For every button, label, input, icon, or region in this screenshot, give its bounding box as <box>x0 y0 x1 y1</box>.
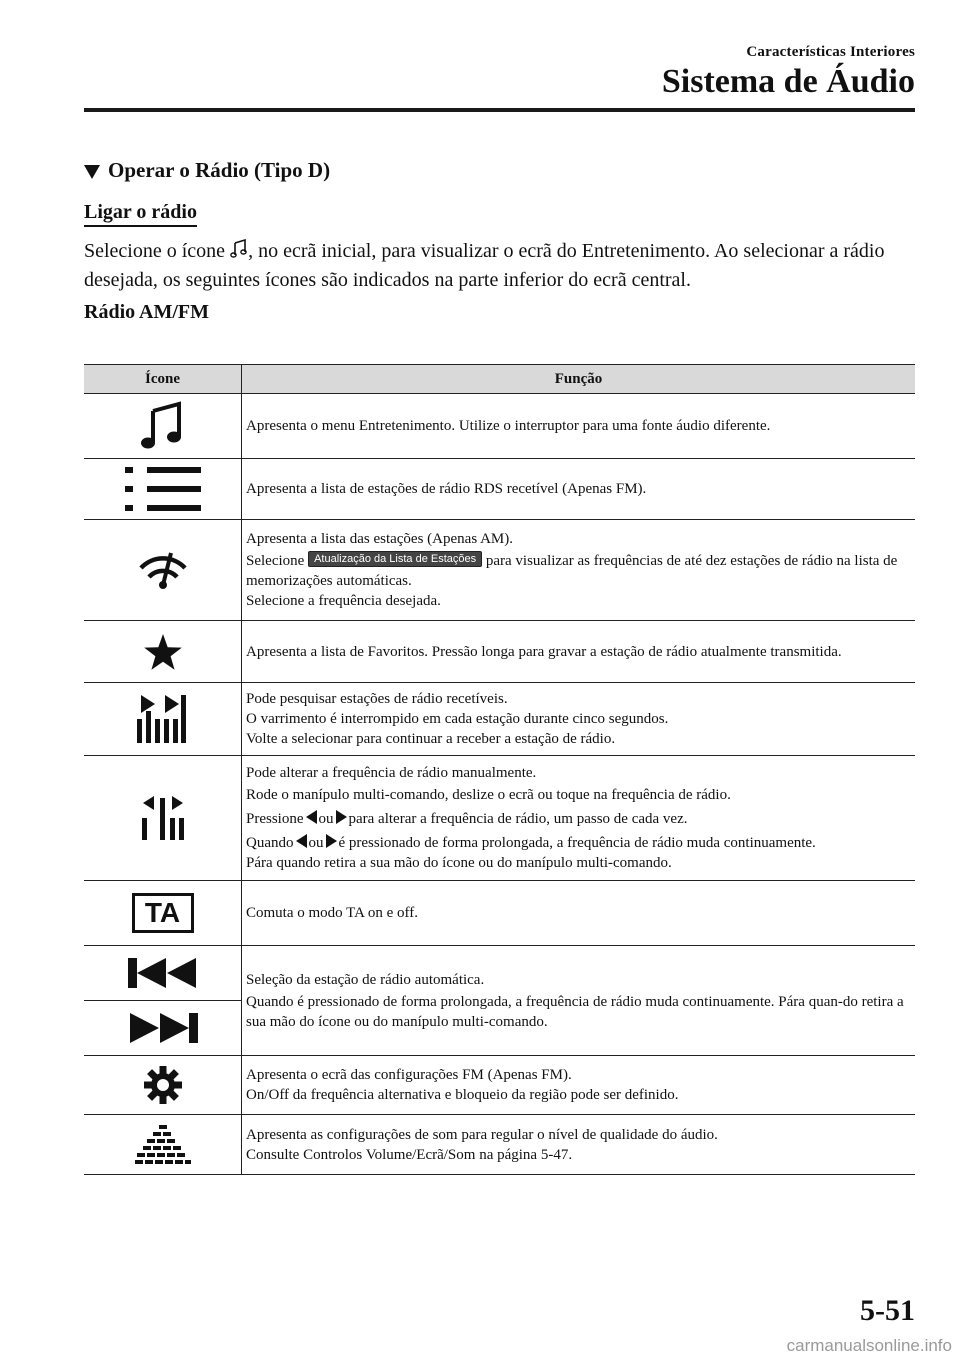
table-heading: Rádio AM/FM <box>84 301 209 323</box>
function-text: On/Off da frequência alternativa e bloqueio da região pode ser definido. <box>246 1087 679 1103</box>
table-row <box>84 946 915 1056</box>
table-row <box>84 520 915 621</box>
list-icon <box>123 465 203 513</box>
function-text: é pressionado de forma prolongada, a frequência de rádio muda continuamente. <box>338 835 816 851</box>
scan-icon <box>133 693 193 745</box>
intro-text-before: Selecione o ícone <box>84 240 226 262</box>
table-row <box>84 394 915 459</box>
column-header-icon: Ícone <box>84 365 242 394</box>
function-text: ou <box>308 835 324 851</box>
function-text: Apresenta a lista das estações (Apenas AM). <box>246 531 513 547</box>
function-text: Quando <box>246 835 294 851</box>
function-text: Consulte Controlos Volume/Ecrã/Som na página 5-47. <box>246 1146 573 1163</box>
tune-icon <box>138 794 188 842</box>
icon-cell <box>84 459 242 520</box>
seek-icons <box>84 946 241 1055</box>
table-row <box>84 1056 915 1115</box>
function-text: Apresenta a lista de Favoritos. Pressão longa para gravar a estação de rádio atualmente transmitida. <box>246 643 842 660</box>
function-cell <box>242 520 916 621</box>
triangle-left-icon <box>296 834 307 848</box>
watermark: carmanualsonline.info <box>786 1336 952 1355</box>
icon-cell <box>84 520 242 621</box>
section-heading-text: Operar o Rádio (Tipo D) <box>108 158 331 182</box>
icon-cell <box>84 946 242 1056</box>
table-row <box>84 1115 915 1175</box>
function-text: Apresenta as configurações de som para regular o nível de qualidade do áudio. <box>246 1126 718 1143</box>
function-text <box>246 809 907 829</box>
section-heading <box>84 158 915 183</box>
function-cell <box>242 683 916 756</box>
function-cell <box>242 1056 916 1115</box>
function-text: ou <box>318 811 334 827</box>
function-text: para alterar a frequência de rádio, um passo de cada vez. <box>348 811 688 827</box>
music-note-icon <box>230 239 248 259</box>
function-text: Pode alterar a frequência de rádio manualmente. <box>246 765 537 781</box>
table-row <box>84 881 915 946</box>
function-text: Volte a selecionar para continuar a receber a estação de rádio. <box>246 731 616 747</box>
function-text: Apresenta a lista de estações de rádio RDS recetível (Apenas FM). <box>246 481 647 497</box>
antenna-icon <box>135 548 191 592</box>
function-text: Pode pesquisar estações de rádio recetíveis. <box>246 691 508 707</box>
function-cell <box>242 394 916 459</box>
icon-cell <box>84 1056 242 1115</box>
function-text: Seleção da estação de rádio automática. <box>246 971 485 988</box>
ta-icon-label: TA <box>144 897 181 928</box>
skip-back-icon <box>126 956 200 990</box>
function-text: Comuta o modo TA on e off. <box>246 905 418 921</box>
triangle-down-icon <box>84 165 100 179</box>
music-note-icon <box>139 401 187 451</box>
function-text: Pressione <box>246 811 304 827</box>
star-icon <box>143 633 183 671</box>
function-text: Selecione <box>246 553 305 569</box>
function-cell <box>242 756 916 881</box>
icon-cell <box>84 683 242 756</box>
section-title: Sistema de Áudio <box>661 63 915 100</box>
function-text <box>246 551 907 591</box>
icon-function-table <box>84 364 915 1175</box>
function-cell <box>242 881 916 946</box>
chapter-title: Características Interiores <box>746 44 915 60</box>
seek-forward-cell <box>84 1000 241 1055</box>
function-text: Apresenta o ecrã das configurações FM (Apenas FM). <box>246 1067 572 1083</box>
equalizer-icon <box>133 1123 193 1167</box>
triangle-left-icon <box>306 810 317 824</box>
intro-text-after: , no ecrã inicial, para visualizar o ecrã do Entretenimento. Ao selecionar a rádio desejada, os seguintes ícones são indicados na parte inferior do ecrã central. <box>84 240 885 291</box>
column-header-function: Função <box>242 365 916 394</box>
table-row <box>84 756 915 881</box>
ta-icon <box>132 893 194 933</box>
icon-cell <box>84 394 242 459</box>
table-row <box>84 683 915 756</box>
table-header-row <box>84 365 915 394</box>
triangle-right-icon <box>326 834 337 848</box>
function-cell <box>242 459 916 520</box>
function-cell <box>242 621 916 683</box>
function-text: Rode o manípulo multi-comando, deslize o ecrã ou toque na frequência de rádio. <box>246 787 731 803</box>
function-text: O varrimento é interrompido em cada estação durante cinco segundos. <box>246 711 669 727</box>
seek-back-cell <box>84 946 241 1000</box>
gear-icon <box>143 1065 183 1105</box>
page-number: 5-51 <box>860 1294 915 1327</box>
triangle-right-icon <box>336 810 347 824</box>
function-text: Pára quando retira a sua mão do ícone ou do manípulo multi-comando. <box>246 855 672 871</box>
icon-cell <box>84 1115 242 1175</box>
function-text: Selecione a frequência desejada. <box>246 593 441 609</box>
update-station-list-button[interactable]: Atualização da Lista de Estações <box>308 551 482 567</box>
icon-cell <box>84 881 242 946</box>
function-cell <box>242 946 916 1056</box>
page-header <box>662 44 915 100</box>
intro-paragraph <box>84 237 915 295</box>
subheading: Ligar o rádio <box>84 201 197 227</box>
main-content <box>84 158 915 324</box>
function-cell <box>242 1115 916 1175</box>
header-rule <box>84 108 915 112</box>
icon-cell <box>84 621 242 683</box>
function-text: para visualizar as frequências de até dez estações de rádio na lista de memorizações automáticas. <box>246 553 898 589</box>
table-row <box>84 621 915 683</box>
function-text <box>246 833 907 853</box>
function-text: Quando é pressionado de forma prolongada, a frequência de rádio muda continuamente. Pára quan-do retira a sua mão do ícone ou do manípulo multi-comando. <box>246 993 904 1030</box>
function-text: Apresenta o menu Entretenimento. Utilize o interruptor para uma fonte áudio diferente. <box>246 418 771 434</box>
skip-forward-icon <box>126 1011 200 1045</box>
icon-cell <box>84 756 242 881</box>
table-row <box>84 459 915 520</box>
